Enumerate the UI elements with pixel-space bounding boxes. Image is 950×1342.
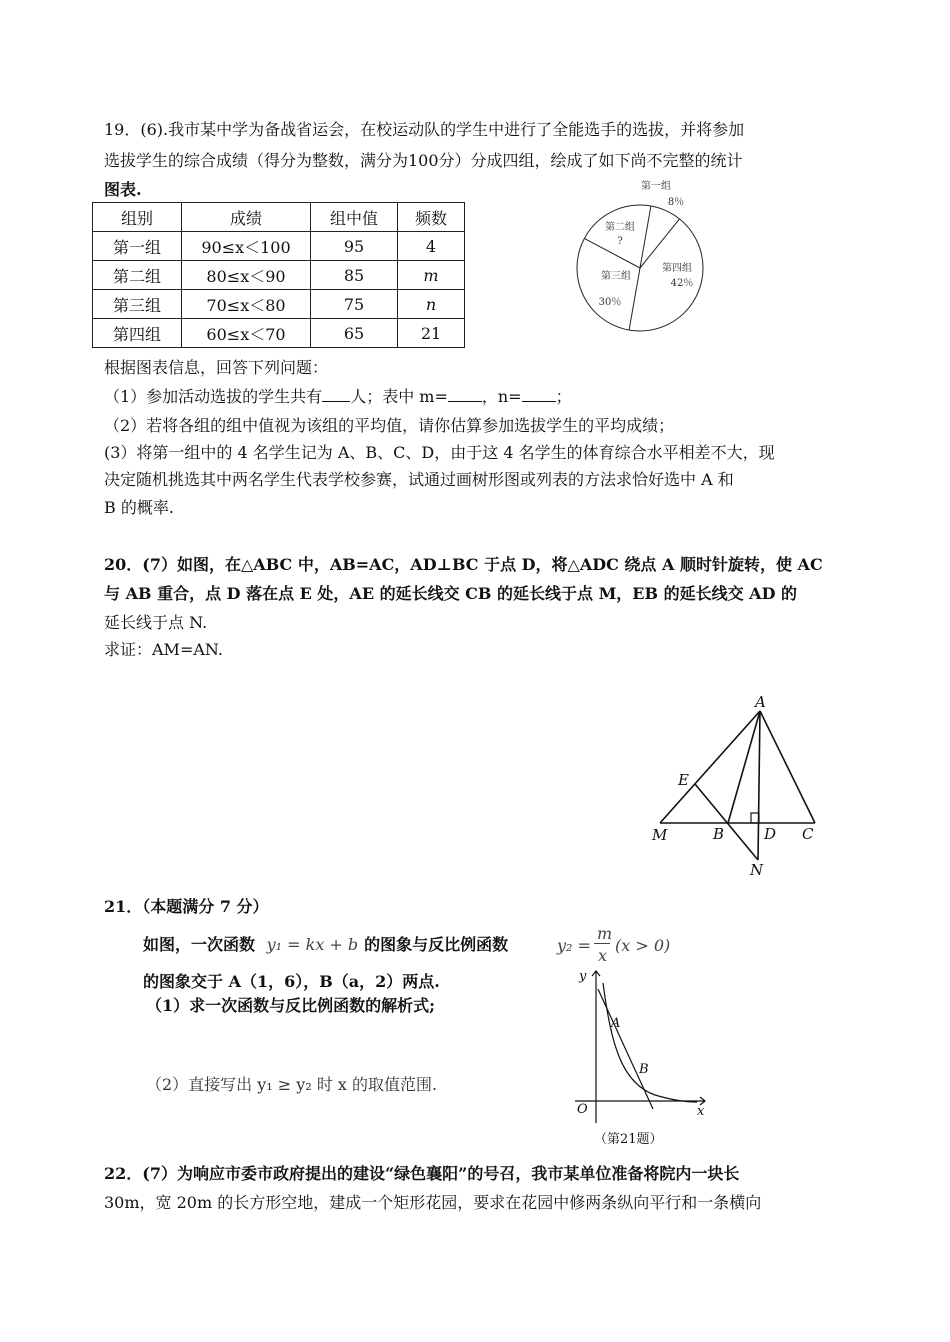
q19-line3: 图表. bbox=[104, 180, 142, 199]
q19-part1-d: ； bbox=[555, 387, 572, 406]
q20-line3: 延长线于点 N. bbox=[104, 613, 208, 632]
q19-intro: 根据图表信息，回答下列问题： bbox=[104, 358, 329, 377]
axis-label-y: y bbox=[579, 969, 587, 984]
formula-inverse-den: x bbox=[598, 946, 608, 965]
table-cell: m bbox=[398, 261, 465, 290]
formula-inverse-num: m bbox=[597, 924, 613, 943]
table-cell: 85 bbox=[311, 261, 398, 290]
formula-linear: y₁ = kx + b bbox=[266, 935, 359, 954]
fraction-bar bbox=[594, 943, 610, 944]
pie-label-g2-name: 第二组 bbox=[605, 222, 635, 233]
q20-line1: 20．(7）如图，在△ABC 中，AB=AC，AD⊥BC 于点 D，将△ADC 绕点 A 顺时针旋转，使 AC bbox=[104, 555, 823, 574]
pie-label-g4-name: 第四组 bbox=[662, 263, 692, 274]
answer-blank[interactable] bbox=[322, 387, 350, 402]
pie-chart bbox=[560, 178, 730, 338]
q19-line1: 19．(6).我市某中学为备战省运会，在校运动队的学生中进行了全能选手的选拔，并将参加 bbox=[104, 120, 745, 139]
score-table bbox=[92, 202, 465, 348]
formula-inverse-lhs: y₂ = bbox=[557, 936, 591, 955]
answer-blank[interactable] bbox=[522, 387, 556, 402]
label-M: M bbox=[652, 826, 668, 844]
table-cell: 70≤x＜80 bbox=[182, 290, 311, 319]
q19-part3-line2: 决定随机挑选其中两名学生代表学校参赛，试通过画树形图或列表的方法求恰好选中 A 和 bbox=[104, 470, 734, 489]
q19-part1 bbox=[104, 387, 572, 407]
label-D: D bbox=[764, 825, 777, 843]
q21-line1-b: 的图象与反比例函数 bbox=[364, 935, 509, 954]
q22-line2: 30m，宽 20m 的长方形空地，建成一个矩形花园，要求在花园中修两条纵向平行和一条横向 bbox=[104, 1193, 762, 1212]
table-header: 组中值 bbox=[311, 203, 398, 232]
table-cell: 第三组 bbox=[93, 290, 182, 319]
label-N: N bbox=[750, 861, 764, 879]
q19-part1-a: （1）参加活动选拔的学生共有 bbox=[104, 387, 323, 406]
q21-line1 bbox=[143, 935, 508, 955]
q20-line2: 与 AB 重合，点 D 落在点 E 处，AE 的延长线交 CB 的延长线于点 M，EB 的延长线交 AD 的 bbox=[104, 584, 798, 603]
q19-part2: （2）若将各组的组中值视为该组的平均值，请你估算参加选拔学生的平均成绩； bbox=[104, 416, 675, 435]
table-cell: 65 bbox=[311, 319, 398, 348]
formula-inverse-cond: (x > 0) bbox=[615, 936, 671, 955]
table-row bbox=[93, 232, 465, 261]
q21-line1-a: 如图，一次函数 bbox=[143, 935, 256, 954]
pie-label-g2-pct: ? bbox=[617, 236, 623, 247]
q19-part1-c: ，n= bbox=[481, 387, 522, 406]
table-header: 频数 bbox=[398, 203, 465, 232]
q21-function-graph bbox=[565, 963, 725, 1119]
pie-label-g1-pct: 8％ bbox=[667, 197, 685, 208]
table-cell: 21 bbox=[398, 319, 465, 348]
table-header: 成绩 bbox=[182, 203, 311, 232]
pie-label-g1-name: 第一组 bbox=[641, 181, 671, 192]
pie-label-g4-pct: 42％ bbox=[670, 278, 694, 289]
table-cell: 90≤x＜100 bbox=[182, 232, 311, 261]
q21-part1: （1）求一次函数与反比例函数的解析式; bbox=[146, 996, 436, 1015]
q19-line2: 选拔学生的综合成绩（得分为整数，满分为100分）分成四组，绘成了如下尚不完整的统计 bbox=[104, 151, 743, 170]
table-cell: 第四组 bbox=[93, 319, 182, 348]
label-A: A bbox=[755, 693, 766, 711]
q20-line4: 求证：AM=AN. bbox=[104, 640, 223, 659]
table-header: 组别 bbox=[93, 203, 182, 232]
table-cell: 第一组 bbox=[93, 232, 182, 261]
table-cell: n bbox=[398, 290, 465, 319]
table-cell: 4 bbox=[398, 232, 465, 261]
pie-label-g3-pct: 30％ bbox=[598, 297, 622, 308]
q19-part3-line3: B 的概率. bbox=[104, 498, 174, 517]
q21-line2: 的图象交于 A（1，6），B（a，2）两点. bbox=[143, 972, 440, 991]
table-row bbox=[93, 261, 465, 290]
origin-label: O bbox=[577, 1102, 588, 1117]
label-E: E bbox=[678, 771, 689, 789]
answer-blank[interactable] bbox=[448, 387, 482, 402]
q19-part3-line1: (3）将第一组中的 4 名学生记为 A、B、C、D，由于这 4 名学生的体育综合水平相差不大，现 bbox=[104, 443, 775, 462]
pie-label-g3-name: 第三组 bbox=[601, 271, 631, 282]
q21-part2: （2）直接写出 y₁ ≥ y₂ 时 x 的取值范围. bbox=[146, 1075, 438, 1094]
q21-header: 21．（本题满分 7 分） bbox=[104, 897, 269, 916]
table-cell: 80≤x＜90 bbox=[182, 261, 311, 290]
label-B: B bbox=[713, 825, 725, 843]
label-C: C bbox=[802, 825, 814, 843]
point-label-A: A bbox=[611, 1016, 621, 1031]
point-label-B: B bbox=[639, 1062, 649, 1077]
axis-label-x: x bbox=[697, 1104, 705, 1119]
table-cell: 第二组 bbox=[93, 261, 182, 290]
q19-part1-b: 人；表中 m= bbox=[350, 387, 448, 406]
q21-caption: （第21题） bbox=[594, 1132, 663, 1147]
table-row bbox=[93, 290, 465, 319]
table-cell: 95 bbox=[311, 232, 398, 261]
table-cell: 75 bbox=[311, 290, 398, 319]
table-cell: 60≤x＜70 bbox=[182, 319, 311, 348]
table-header-row bbox=[93, 203, 465, 232]
q20-triangle-figure bbox=[640, 695, 850, 885]
q22-line1: 22．(7）为响应市委市政府提出的建设“绿色襄阳”的号召，我市某单位准备将院内一块长 bbox=[104, 1164, 740, 1183]
table-row bbox=[93, 319, 465, 348]
